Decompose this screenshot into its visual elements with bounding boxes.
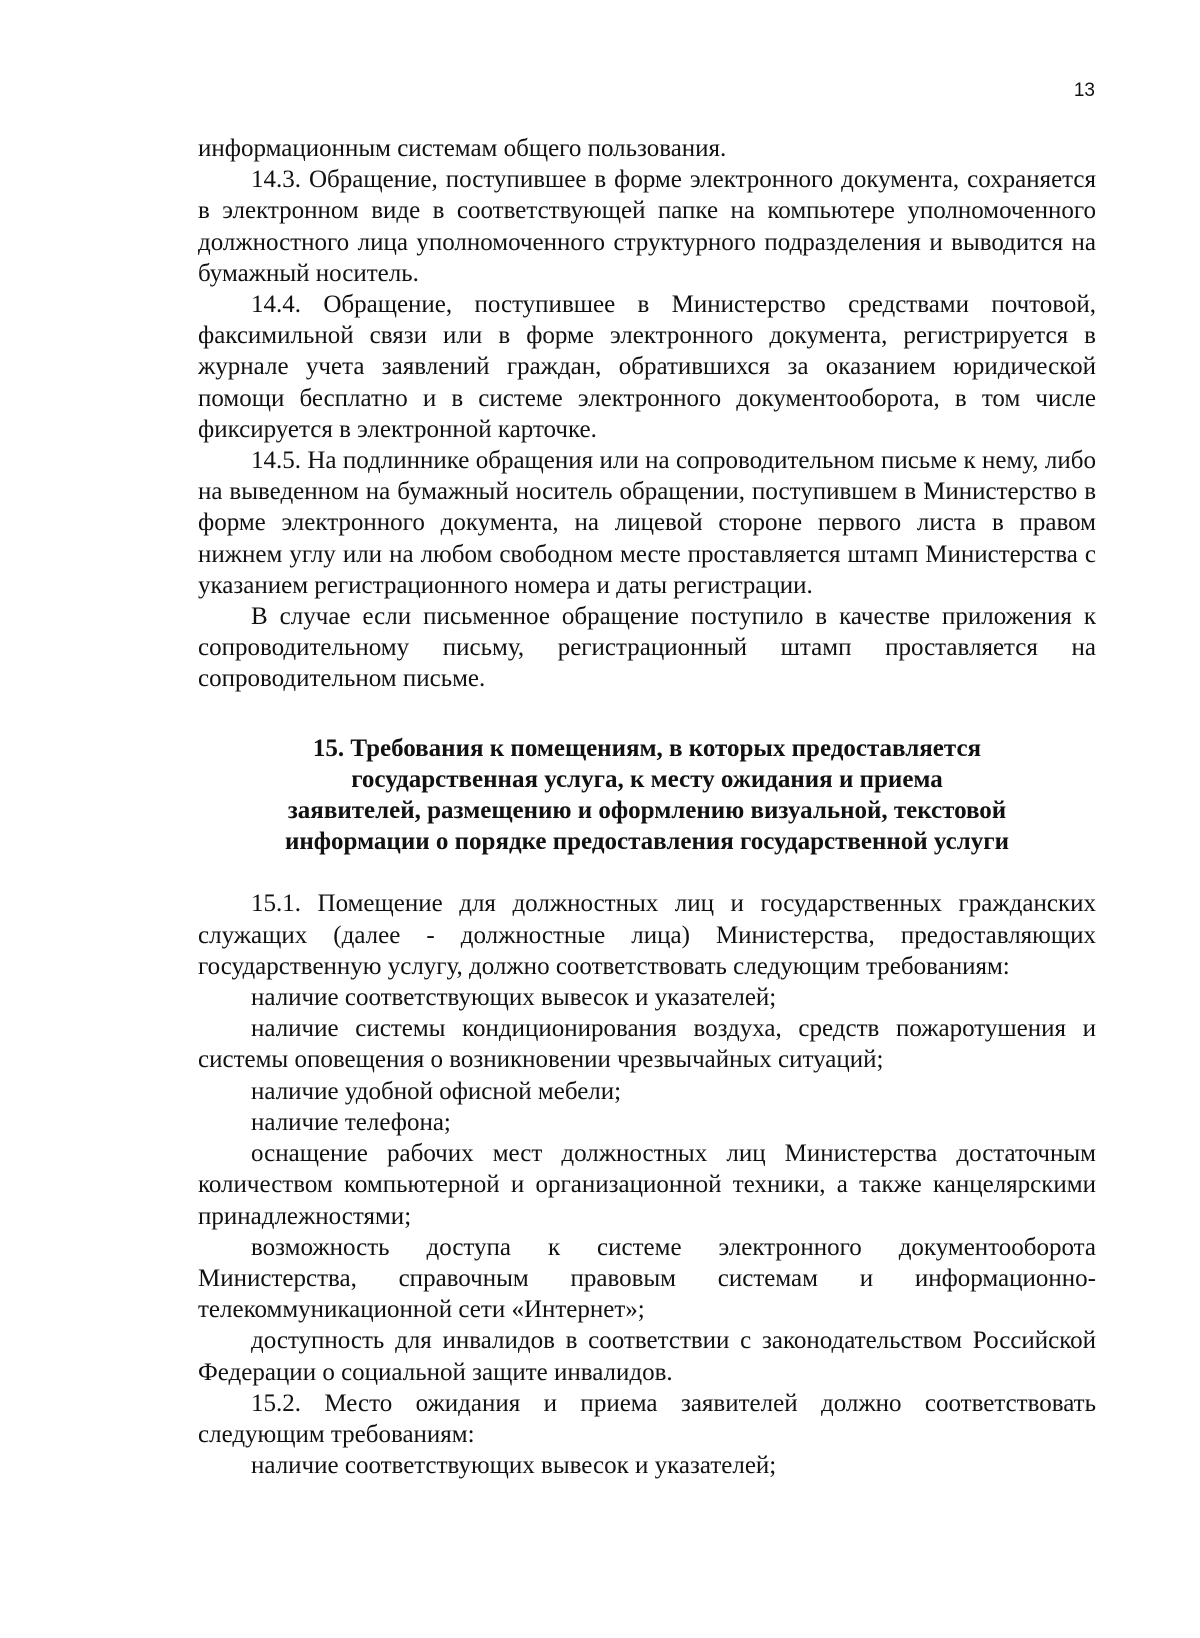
paragraph-15-1: 15.1. Помещение для должностных лиц и государственных гражданских служащих (далее - должностные лица) Министерства, предоставляющих государственную услугу, должно соответствовать следующим требованиям:: [198, 890, 1096, 980]
list-item: наличие соответствующих вывесок и указателей;: [251, 1452, 777, 1480]
section-15-text: [198, 888, 1096, 1481]
section-15-heading: [198, 733, 1096, 858]
paragraph-14-5: 14.5. На подлиннике обращения или на сопроводительном письме к нему, либо на выведенном на бумажный носитель обращении, поступившем в Министерство в форме электронного документа, на лицевой стороне первого листа в правом нижнем углу или на любом свободном месте проставляется штамп Министерства с указанием регистрационного номера и даты регистрации.: [198, 447, 1096, 599]
paragraph-14-3: 14.3. Обращение, поступившее в форме электронного документа, сохраняется в электронном виде в соответствующей папке на компьютере уполномоченного должностного лица уполномоченного структурного подразделения и выводится на бумажный носитель.: [198, 166, 1096, 287]
paragraph-continuation: информационным системам общего пользования.: [198, 135, 727, 162]
paragraph-14-5-continued: В случае если письменное обращение поступило в качестве приложения к сопроводительному письму, регистрационный штамп проставляется на сопроводительном письме.: [198, 603, 1096, 693]
list-item: наличие системы кондиционирования воздуха, средств пожаротушения и системы оповещения о возникновении чрезвычайных ситуаций;: [198, 1015, 1096, 1074]
paragraph-14-4: 14.4. Обращение, поступившее в Министерство средствами почтовой, факсимильной связи или в форме электронного документа, регистрируется в журнале учета заявлений граждан, обратившихся за оказанием юридической помощи бесплатно и в системе электронного документооборота, в том числе фиксируется в электронной карточке.: [198, 291, 1096, 443]
list-item: наличие соответствующих вывесок и указателей;: [251, 984, 777, 1012]
list-item: наличие удобной офисной мебели;: [251, 1077, 622, 1105]
list-item: возможность доступа к системе электронного документооборота Министерства, справочным правовым системам и информационно-телекоммуникационной сети «Интернет»;: [198, 1233, 1096, 1324]
page-number: 13: [1073, 80, 1095, 101]
paragraph-15-2: 15.2. Место ожидания и приема заявителей должно соответствовать следующим требованиям:: [198, 1389, 1096, 1448]
section-14-text: [198, 133, 1096, 695]
list-item: оснащение рабочих мест должностных лиц Министерства достаточным количеством компьютерной и организационной техники, а также канцелярскими принадлежностями;: [198, 1140, 1096, 1230]
heading-line: государственная услуга, к месту ожидания и приема: [351, 765, 943, 793]
document-body: [198, 133, 1096, 1481]
heading-line: заявителей, размещению и оформлению визуальной, текстовой: [287, 797, 1007, 825]
list-item: наличие телефона;: [251, 1108, 451, 1136]
heading-line: информации о порядке предоставления государственной услуги: [284, 828, 1010, 856]
heading-line: 15. Требования к помещениям, в которых предоставляется: [312, 734, 982, 762]
list-item: доступность для инвалидов в соответствии с законодательством Российской Федерации о социальной защите инвалидов.: [198, 1327, 1096, 1386]
